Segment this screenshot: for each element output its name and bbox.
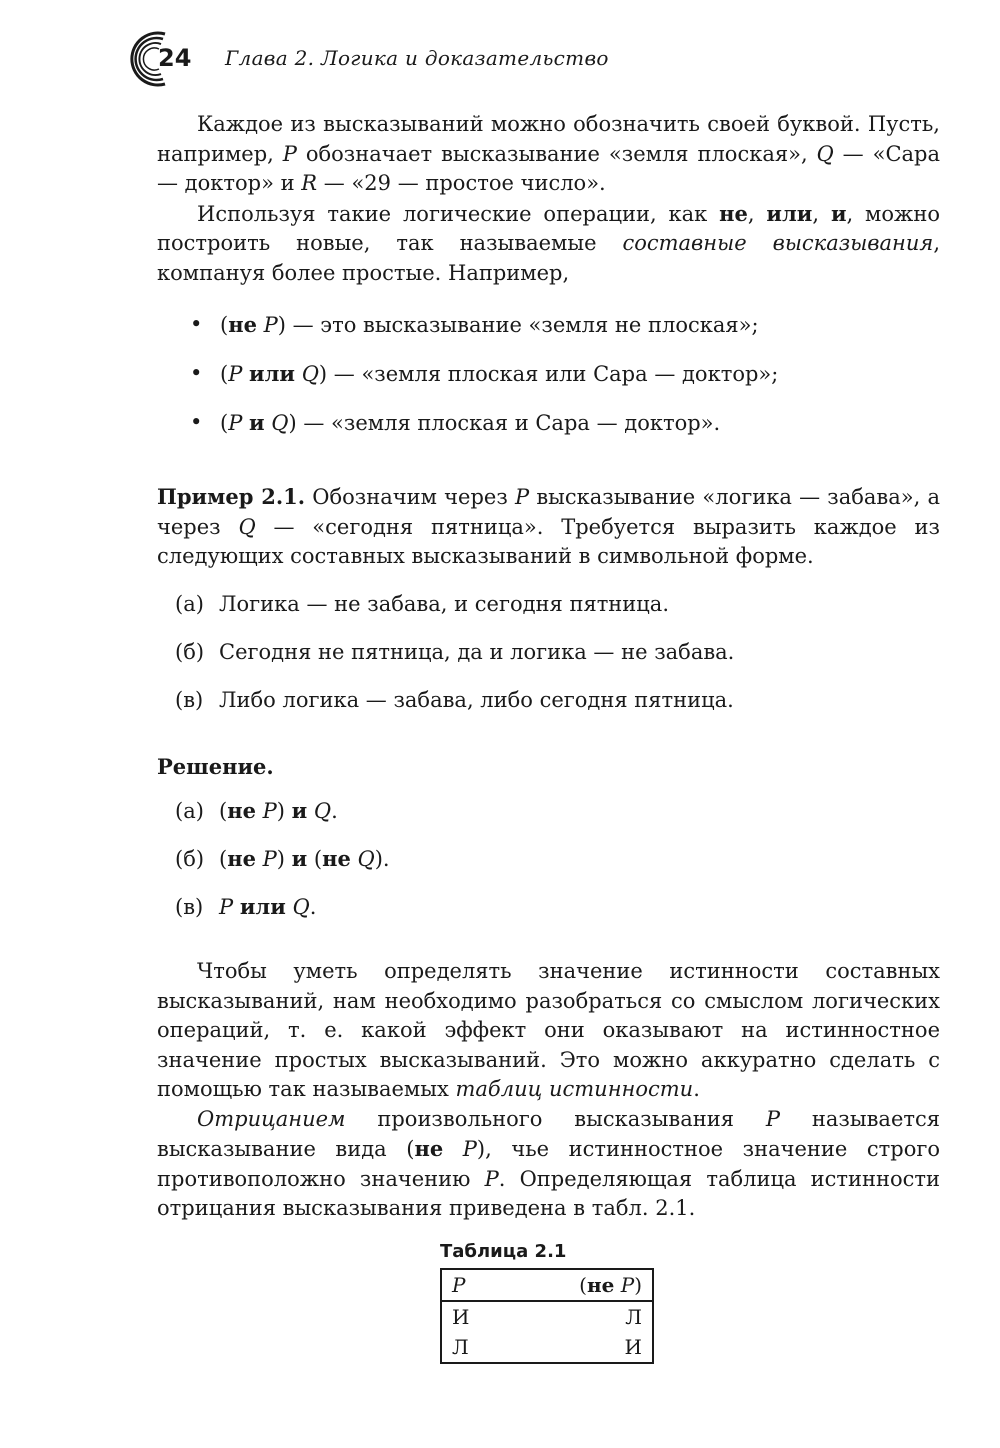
table-row [441, 1332, 653, 1363]
column-header-p: P [441, 1269, 508, 1301]
solution-heading: Решение. [157, 754, 274, 779]
bullet: • [190, 361, 203, 385]
table-row [441, 1301, 653, 1332]
example-label: Пример 2.1. [157, 484, 306, 509]
list-item: • (P или Q) — «земля плоская или Сара — доктор»; [190, 361, 779, 386]
table-cell: Л [625, 1305, 642, 1329]
example-items [175, 590, 895, 734]
paragraph: Чтобы уметь определять значение истинности составных высказываний, нам необходимо разобраться со смыслом логических операций, т. е. какой эффект они оказывают на истинностное значение простых высказываний. Это можно аккуратно сделать с помощью так называемых таблиц истинности. [157, 959, 940, 1101]
example-statement: Пример 2.1. Обозначим через P высказывание «логика — забава», а через Q — «сегодня пятница». Требуется выразить каждое из следующих составных высказываний в символьной форме. [157, 484, 940, 568]
solution-items [175, 796, 895, 940]
list-item: (а) (не P) и Q. [175, 798, 338, 823]
table-cell: И [452, 1305, 470, 1329]
page-number: 24 [158, 44, 192, 72]
list-item: • (P и Q) — «земля плоская и Сара — доктор». [190, 410, 721, 435]
list-item: (а) Логика — не забава, и сегодня пятница. [175, 592, 670, 616]
table-header-row [441, 1269, 653, 1301]
paragraph: Каждое из высказываний можно обозначить своей буквой. Пусть, например, P обозначает высказывание «земля плоская», Q — «Сара — доктор» и R — «29 — простое число». [157, 112, 941, 195]
paragraph: Используя такие логические операции, как не, или, и, можно построить новые, так называемые составные высказывания, компануя более простые. Например, [157, 200, 940, 285]
list-item: • (не P) — это высказывание «земля не плоская»; [190, 312, 759, 337]
body-text [157, 957, 940, 1224]
intro-text [157, 110, 940, 288]
column-header-not-p: (не P) [508, 1269, 653, 1301]
table-caption: Таблица 2.1 [440, 1241, 567, 1262]
example-block [157, 482, 940, 572]
list-item: (в) Либо логика — забава, либо сегодня пятница. [175, 688, 734, 712]
bullet: • [190, 410, 203, 434]
list-item: (в) P или Q. [175, 894, 317, 919]
bullet: • [190, 312, 203, 336]
truth-table [440, 1268, 654, 1364]
list-item: (б) (не P) и (не Q). [175, 846, 390, 871]
table-cell: Л [452, 1335, 469, 1359]
bullet-list [190, 310, 890, 457]
table-cell: И [624, 1335, 642, 1359]
list-item: (б) Сегодня не пятница, да и логика — не забава. [175, 640, 735, 664]
running-header [125, 28, 825, 88]
paragraph: Отрицанием произвольного высказывания P называется высказывание вида (не P), чье истинностное значение строго противоположно значению P. Определяющая таблица истинности отрицания высказывания приведена в табл. 2.1. [157, 1106, 940, 1220]
chapter-title: Глава 2. Логика и доказательство [225, 46, 609, 70]
